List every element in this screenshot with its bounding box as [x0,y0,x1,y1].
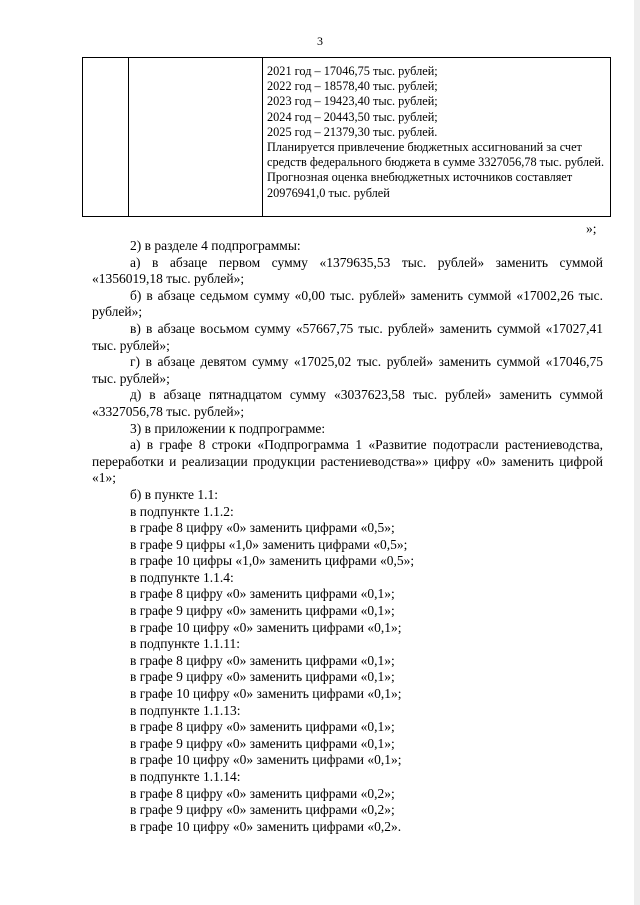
appendix-line: в графе 9 цифру «0» заменить цифрами «0,1»; [130,669,395,685]
appendix-line: в подпункте 1.1.13: [130,702,241,718]
appendix-line: в графе 10 цифру «0» заменить цифрами «0,2». [130,818,402,834]
forecast-note: Прогнозная оценка внебюджетных источников составляет 20976941,0 тыс. рублей [267,170,573,200]
section4-item: г) в абзаце девятом сумму «17025,02 тыс. рублей» заменить суммой «17046,75 тыс. рублей»; [92,354,603,386]
document-body [92,238,603,835]
appendix-line: в графе 10 цифру «0» заменить цифрами «0,1»; [130,752,402,768]
appendix-line: в подпункте 1.1.4: [130,569,234,585]
year-line: 2022 год – 18578,40 тыс. рублей; [267,79,438,94]
appendix-line: в графе 8 цифру «0» заменить цифрами «0,1»; [130,652,395,668]
year-line: 2024 год – 20443,50 тыс. рублей; [267,109,438,124]
table-fragment [82,57,611,217]
year-line: 2021 год – 17046,75 тыс. рублей; [267,64,438,78]
scan-edge [634,0,640,905]
table-cell-funding [267,64,607,201]
appendix-heading: 3) в приложении к подпрограмме: [130,420,326,436]
closing-quote: »; [586,221,597,236]
appendix-line: в графе 8 цифру «0» заменить цифрами «0,1»; [130,719,395,735]
appendix-line: в графе 8 цифру «0» заменить цифрами «0,2»; [130,785,395,801]
appendix-line: в подпункте 1.1.11: [130,636,241,652]
appendix-line: в графе 9 цифру «0» заменить цифрами «0,1»; [130,603,395,619]
appendix-line: в графе 9 цифру «0» заменить цифрами «0,1»; [130,735,395,751]
appendix-line: б) в пункте 1.1: [130,486,218,502]
section4-item: д) в абзаце пятнадцатом сумму «3037623,58 тыс. рублей» заменить суммой «3327056,78 тыс. рублей»; [92,387,603,419]
appendix-line: в графе 8 цифру «0» заменить цифрами «0,1»; [130,586,395,602]
appendix-line: в графе 9 цифры «1,0» заменить цифрами «0,5»; [130,536,408,552]
appendix-line: в графе 8 цифру «0» заменить цифрами «0,5»; [130,520,395,536]
appendix-line: в подпункте 1.1.2: [130,503,234,519]
year-line: 2025 год – 21379,30 тыс. рублей. [267,124,438,139]
section4-item: б) в абзаце седьмом сумму «0,00 тыс. рублей» заменить суммой «17002,26 тыс. рублей»; [92,287,603,320]
appendix-line: в графе 10 цифры «1,0» заменить цифрами «0,5»; [130,553,415,569]
section4-item: в) в абзаце восьмом сумму «57667,75 тыс. рублей» заменить суммой «17027,41 тыс. рублей»; [92,320,603,353]
federal-budget-note: Планируется привлечение бюджетных ассигнований за счет средств федерального бюджета в сумме 3327056,78 тыс. рублей. [267,140,605,170]
table-divider [128,58,129,216]
page-number: 3 [317,34,323,48]
section4-heading: 2) в разделе 4 подпрограммы: [130,238,301,253]
year-line: 2023 год – 19423,40 тыс. рублей; [267,94,438,109]
table-divider [262,58,263,216]
appendix-line: в графе 10 цифру «0» заменить цифрами «0,1»; [130,686,402,702]
appendix-line: в графе 9 цифру «0» заменить цифрами «0,2»; [130,802,395,818]
section4-item: а) в абзаце первом сумму «1379635,53 тыс. рублей» заменить суммой «1356019,18 тыс. рублей»; [92,254,603,287]
appendix-line: в графе 10 цифру «0» заменить цифрами «0,1»; [130,619,402,635]
appendix-item-a: а) в графе 8 строки «Подпрограмма 1 «Развитие подотрасли растениеводства, переработки и реализации продукции растениеводства»» цифру «0» заменить цифрой «1»; [92,437,603,486]
appendix-line: в подпункте 1.1.14: [130,769,241,784]
